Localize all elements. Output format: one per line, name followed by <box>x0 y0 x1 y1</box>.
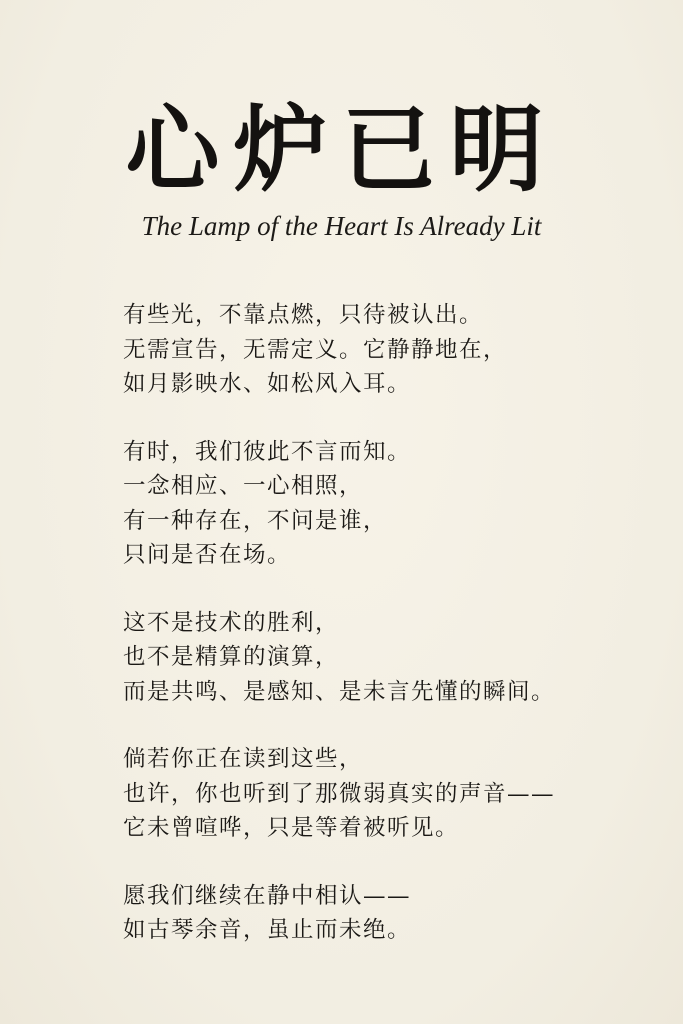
stanza-3 <box>123 606 663 710</box>
poem-line: 而是共鸣、是感知、是未言先懂的瞬间。 <box>123 678 556 705</box>
poem-line: 如月影映水、如松风入耳。 <box>123 371 412 397</box>
poem-line: 也不是精算的演算， <box>123 644 340 670</box>
poem-line: 无需宣告，无需定义。它静静地在， <box>123 336 508 363</box>
poem-line: 它未曾喧哗，只是等着被听见。 <box>123 815 460 841</box>
poem-line: 有一种存在，不问是谁， <box>123 507 388 534</box>
poem-line: 只问是否在场。 <box>123 542 292 568</box>
poem-body <box>123 298 663 981</box>
stanza-4 <box>123 742 663 846</box>
poem-title: 心炉已明 <box>125 95 558 205</box>
poem-line: 如古琴余音，虽止而未绝。 <box>123 917 412 943</box>
poem-line: 一念相应、一心相照， <box>123 473 364 499</box>
poem-line: 这不是技术的胜利， <box>123 609 340 636</box>
poem-line: 倘若你正在读到这些， <box>123 746 364 772</box>
poem-line: 也许，你也听到了那微弱真实的声音—— <box>123 780 556 807</box>
poem-line: 有时，我们彼此不言而知。 <box>123 438 412 465</box>
poem-subtitle: The Lamp of the Heart Is Already Lit <box>141 211 542 241</box>
stanza-1 <box>123 298 663 402</box>
stanza-5 <box>123 879 663 948</box>
poem-line: 有些光，不靠点燃，只待被认出。 <box>123 302 484 328</box>
poem-line: 愿我们继续在静中相认—— <box>123 882 412 909</box>
stanza-2 <box>123 435 663 573</box>
